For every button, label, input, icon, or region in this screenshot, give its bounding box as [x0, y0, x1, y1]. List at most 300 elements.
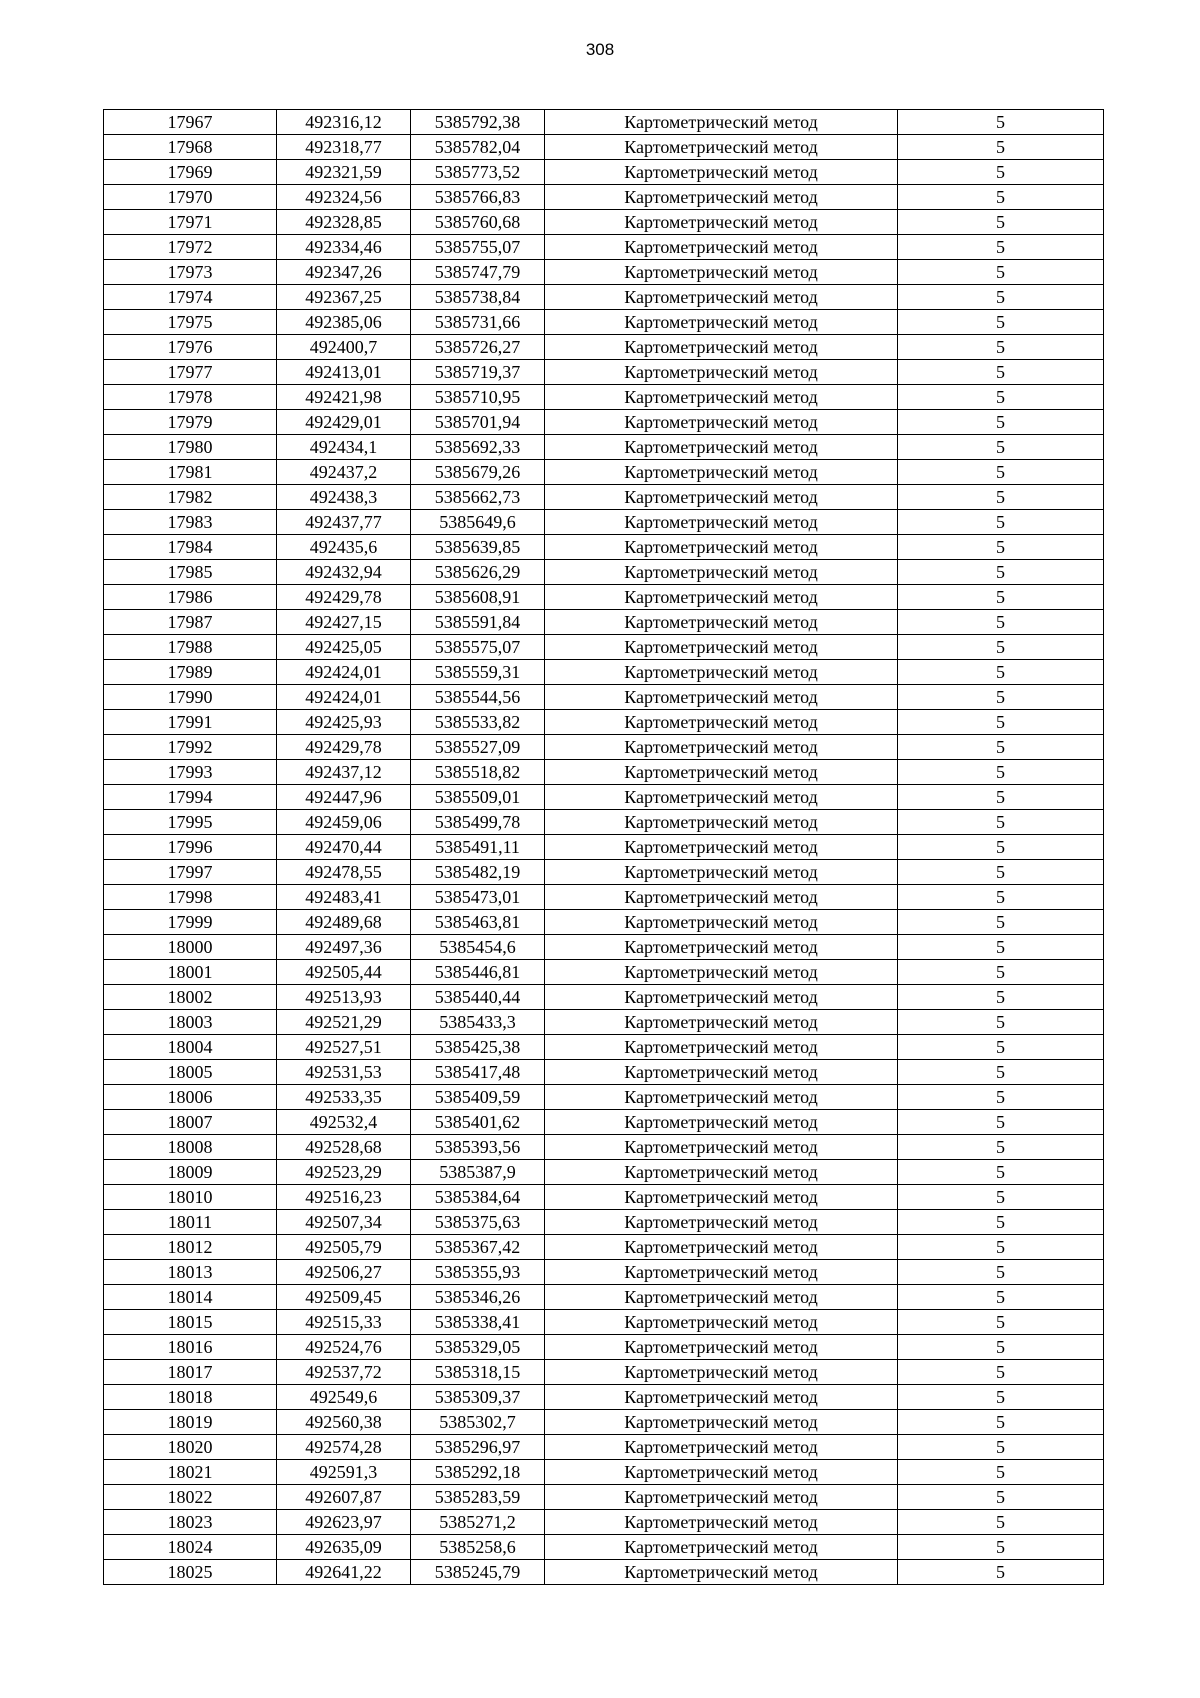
table-row [104, 935, 1104, 960]
x-coordinate-cell: 492385,06 [277, 310, 411, 335]
accuracy-cell: 5 [898, 1460, 1104, 1485]
accuracy-cell: 5 [898, 310, 1104, 335]
coordinates-table-body [104, 110, 1104, 1585]
y-coordinate-cell: 5385726,27 [411, 335, 545, 360]
x-coordinate-cell: 492367,25 [277, 285, 411, 310]
y-coordinate-cell: 5385747,79 [411, 260, 545, 285]
point-number-cell: 17985 [104, 560, 277, 585]
point-number-cell: 17970 [104, 185, 277, 210]
table-row [104, 1235, 1104, 1260]
point-number-cell: 17978 [104, 385, 277, 410]
table-row [104, 210, 1104, 235]
method-cell: Картометрический метод [545, 435, 898, 460]
y-coordinate-cell: 5385559,31 [411, 660, 545, 685]
table-row [104, 685, 1104, 710]
point-number-cell: 17971 [104, 210, 277, 235]
accuracy-cell: 5 [898, 1010, 1104, 1035]
accuracy-cell: 5 [898, 460, 1104, 485]
table-row [104, 360, 1104, 385]
x-coordinate-cell: 492521,29 [277, 1010, 411, 1035]
y-coordinate-cell: 5385346,26 [411, 1285, 545, 1310]
point-number-cell: 17982 [104, 485, 277, 510]
accuracy-cell: 5 [898, 1560, 1104, 1585]
method-cell: Картометрический метод [545, 110, 898, 135]
table-row [104, 610, 1104, 635]
table-row [104, 1210, 1104, 1235]
x-coordinate-cell: 492528,68 [277, 1135, 411, 1160]
x-coordinate-cell: 492524,76 [277, 1335, 411, 1360]
method-cell: Картометрический метод [545, 185, 898, 210]
x-coordinate-cell: 492421,98 [277, 385, 411, 410]
point-number-cell: 18017 [104, 1360, 277, 1385]
x-coordinate-cell: 492438,3 [277, 485, 411, 510]
page-number: 308 [585, 40, 615, 59]
y-coordinate-cell: 5385463,81 [411, 910, 545, 935]
point-number-cell: 18003 [104, 1010, 277, 1035]
point-number-cell: 17998 [104, 885, 277, 910]
point-number-cell: 17990 [104, 685, 277, 710]
y-coordinate-cell: 5385491,11 [411, 835, 545, 860]
method-cell: Картометрический метод [545, 685, 898, 710]
x-coordinate-cell: 492531,53 [277, 1060, 411, 1085]
point-number-cell: 18015 [104, 1310, 277, 1335]
x-coordinate-cell: 492505,44 [277, 960, 411, 985]
y-coordinate-cell: 5385367,42 [411, 1235, 545, 1260]
x-coordinate-cell: 492334,46 [277, 235, 411, 260]
accuracy-cell: 5 [898, 1060, 1104, 1085]
table-row [104, 260, 1104, 285]
method-cell: Картометрический метод [545, 285, 898, 310]
accuracy-cell: 5 [898, 485, 1104, 510]
method-cell: Картометрический метод [545, 1410, 898, 1435]
point-number-cell: 17999 [104, 910, 277, 935]
x-coordinate-cell: 492532,4 [277, 1110, 411, 1135]
point-number-cell: 17975 [104, 310, 277, 335]
point-number-cell: 17976 [104, 335, 277, 360]
accuracy-cell: 5 [898, 560, 1104, 585]
accuracy-cell: 5 [898, 1135, 1104, 1160]
accuracy-cell: 5 [898, 385, 1104, 410]
y-coordinate-cell: 5385760,68 [411, 210, 545, 235]
point-number-cell: 18012 [104, 1235, 277, 1260]
point-number-cell: 17968 [104, 135, 277, 160]
method-cell: Картометрический метод [545, 1260, 898, 1285]
point-number-cell: 17986 [104, 585, 277, 610]
table-row [104, 110, 1104, 135]
table-row [104, 1485, 1104, 1510]
y-coordinate-cell: 5385338,41 [411, 1310, 545, 1335]
method-cell: Картометрический метод [545, 1060, 898, 1085]
x-coordinate-cell: 492537,72 [277, 1360, 411, 1385]
method-cell: Картометрический метод [545, 1360, 898, 1385]
y-coordinate-cell: 5385309,37 [411, 1385, 545, 1410]
accuracy-cell: 5 [898, 960, 1104, 985]
accuracy-cell: 5 [898, 585, 1104, 610]
y-coordinate-cell: 5385755,07 [411, 235, 545, 260]
y-coordinate-cell: 5385499,78 [411, 810, 545, 835]
x-coordinate-cell: 492459,06 [277, 810, 411, 835]
table-row [104, 510, 1104, 535]
point-number-cell: 18019 [104, 1410, 277, 1435]
point-number-cell: 18008 [104, 1135, 277, 1160]
point-number-cell: 18022 [104, 1485, 277, 1510]
x-coordinate-cell: 492478,55 [277, 860, 411, 885]
x-coordinate-cell: 492641,22 [277, 1560, 411, 1585]
point-number-cell: 18016 [104, 1335, 277, 1360]
method-cell: Картометрический метод [545, 710, 898, 735]
method-cell: Картометрический метод [545, 1110, 898, 1135]
table-row [104, 885, 1104, 910]
x-coordinate-cell: 492437,77 [277, 510, 411, 535]
point-number-cell: 18023 [104, 1510, 277, 1535]
y-coordinate-cell: 5385245,79 [411, 1560, 545, 1585]
accuracy-cell: 5 [898, 235, 1104, 260]
table-row [104, 1360, 1104, 1385]
method-cell: Картометрический метод [545, 510, 898, 535]
accuracy-cell: 5 [898, 110, 1104, 135]
x-coordinate-cell: 492347,26 [277, 260, 411, 285]
x-coordinate-cell: 492623,97 [277, 1510, 411, 1535]
x-coordinate-cell: 492434,1 [277, 435, 411, 460]
table-row [104, 535, 1104, 560]
accuracy-cell: 5 [898, 1210, 1104, 1235]
table-row [104, 1460, 1104, 1485]
point-number-cell: 18001 [104, 960, 277, 985]
point-number-cell: 18007 [104, 1110, 277, 1135]
y-coordinate-cell: 5385591,84 [411, 610, 545, 635]
method-cell: Картометрический метод [545, 985, 898, 1010]
method-cell: Картометрический метод [545, 135, 898, 160]
method-cell: Картометрический метод [545, 385, 898, 410]
point-number-cell: 17987 [104, 610, 277, 635]
x-coordinate-cell: 492470,44 [277, 835, 411, 860]
table-row [104, 1510, 1104, 1535]
table-row [104, 1160, 1104, 1185]
table-row [104, 1035, 1104, 1060]
table-row [104, 160, 1104, 185]
y-coordinate-cell: 5385446,81 [411, 960, 545, 985]
method-cell: Картометрический метод [545, 1235, 898, 1260]
accuracy-cell: 5 [898, 985, 1104, 1010]
point-number-cell: 17991 [104, 710, 277, 735]
y-coordinate-cell: 5385662,73 [411, 485, 545, 510]
table-row [104, 185, 1104, 210]
table-row [104, 760, 1104, 785]
table-row [104, 1285, 1104, 1310]
method-cell: Картометрический метод [545, 1560, 898, 1585]
y-coordinate-cell: 5385425,38 [411, 1035, 545, 1060]
accuracy-cell: 5 [898, 1535, 1104, 1560]
accuracy-cell: 5 [898, 785, 1104, 810]
accuracy-cell: 5 [898, 860, 1104, 885]
x-coordinate-cell: 492424,01 [277, 660, 411, 685]
method-cell: Картометрический метод [545, 885, 898, 910]
y-coordinate-cell: 5385792,38 [411, 110, 545, 135]
method-cell: Картометрический метод [545, 1010, 898, 1035]
point-number-cell: 17996 [104, 835, 277, 860]
accuracy-cell: 5 [898, 835, 1104, 860]
x-coordinate-cell: 492413,01 [277, 360, 411, 385]
coordinates-table [103, 109, 1104, 1585]
accuracy-cell: 5 [898, 135, 1104, 160]
point-number-cell: 17979 [104, 410, 277, 435]
point-number-cell: 18021 [104, 1460, 277, 1485]
y-coordinate-cell: 5385384,64 [411, 1185, 545, 1210]
x-coordinate-cell: 492432,94 [277, 560, 411, 585]
point-number-cell: 18000 [104, 935, 277, 960]
point-number-cell: 18006 [104, 1085, 277, 1110]
y-coordinate-cell: 5385575,07 [411, 635, 545, 660]
point-number-cell: 18009 [104, 1160, 277, 1185]
x-coordinate-cell: 492437,2 [277, 460, 411, 485]
accuracy-cell: 5 [898, 1285, 1104, 1310]
x-coordinate-cell: 492425,05 [277, 635, 411, 660]
accuracy-cell: 5 [898, 1160, 1104, 1185]
table-row [104, 635, 1104, 660]
table-row [104, 1010, 1104, 1035]
accuracy-cell: 5 [898, 210, 1104, 235]
x-coordinate-cell: 492549,6 [277, 1385, 411, 1410]
point-number-cell: 18010 [104, 1185, 277, 1210]
point-number-cell: 17967 [104, 110, 277, 135]
y-coordinate-cell: 5385509,01 [411, 785, 545, 810]
y-coordinate-cell: 5385454,6 [411, 935, 545, 960]
x-coordinate-cell: 492424,01 [277, 685, 411, 710]
method-cell: Картометрический метод [545, 560, 898, 585]
y-coordinate-cell: 5385401,62 [411, 1110, 545, 1135]
y-coordinate-cell: 5385329,05 [411, 1335, 545, 1360]
method-cell: Картометрический метод [545, 1535, 898, 1560]
point-number-cell: 17993 [104, 760, 277, 785]
x-coordinate-cell: 492515,33 [277, 1310, 411, 1335]
accuracy-cell: 5 [898, 1185, 1104, 1210]
accuracy-cell: 5 [898, 910, 1104, 935]
table-row [104, 385, 1104, 410]
method-cell: Картометрический метод [545, 485, 898, 510]
y-coordinate-cell: 5385544,56 [411, 685, 545, 710]
x-coordinate-cell: 492429,78 [277, 735, 411, 760]
y-coordinate-cell: 5385393,56 [411, 1135, 545, 1160]
table-row [104, 1410, 1104, 1435]
y-coordinate-cell: 5385409,59 [411, 1085, 545, 1110]
x-coordinate-cell: 492527,51 [277, 1035, 411, 1060]
table-row [104, 1535, 1104, 1560]
y-coordinate-cell: 5385533,82 [411, 710, 545, 735]
x-coordinate-cell: 492318,77 [277, 135, 411, 160]
y-coordinate-cell: 5385296,97 [411, 1435, 545, 1460]
accuracy-cell: 5 [898, 810, 1104, 835]
method-cell: Картометрический метод [545, 1160, 898, 1185]
table-row [104, 985, 1104, 1010]
point-number-cell: 17988 [104, 635, 277, 660]
table-row [104, 585, 1104, 610]
y-coordinate-cell: 5385719,37 [411, 360, 545, 385]
x-coordinate-cell: 492447,96 [277, 785, 411, 810]
accuracy-cell: 5 [898, 760, 1104, 785]
y-coordinate-cell: 5385649,6 [411, 510, 545, 535]
method-cell: Картометрический метод [545, 1210, 898, 1235]
y-coordinate-cell: 5385433,3 [411, 1010, 545, 1035]
accuracy-cell: 5 [898, 1360, 1104, 1385]
x-coordinate-cell: 492635,09 [277, 1535, 411, 1560]
method-cell: Картометрический метод [545, 1185, 898, 1210]
x-coordinate-cell: 492328,85 [277, 210, 411, 235]
table-row [104, 485, 1104, 510]
table-row [104, 735, 1104, 760]
accuracy-cell: 5 [898, 1035, 1104, 1060]
point-number-cell: 17984 [104, 535, 277, 560]
point-number-cell: 18020 [104, 1435, 277, 1460]
y-coordinate-cell: 5385731,66 [411, 310, 545, 335]
method-cell: Картометрический метод [545, 410, 898, 435]
method-cell: Картометрический метод [545, 1435, 898, 1460]
table-row [104, 1310, 1104, 1335]
x-coordinate-cell: 492607,87 [277, 1485, 411, 1510]
point-number-cell: 18018 [104, 1385, 277, 1410]
method-cell: Картометрический метод [545, 860, 898, 885]
point-number-cell: 17992 [104, 735, 277, 760]
accuracy-cell: 5 [898, 1085, 1104, 1110]
accuracy-cell: 5 [898, 185, 1104, 210]
method-cell: Картометрический метод [545, 585, 898, 610]
method-cell: Картометрический метод [545, 210, 898, 235]
method-cell: Картометрический метод [545, 835, 898, 860]
table-row [104, 285, 1104, 310]
method-cell: Картометрический метод [545, 760, 898, 785]
x-coordinate-cell: 492513,93 [277, 985, 411, 1010]
method-cell: Картометрический метод [545, 935, 898, 960]
x-coordinate-cell: 492316,12 [277, 110, 411, 135]
accuracy-cell: 5 [898, 1510, 1104, 1535]
x-coordinate-cell: 492435,6 [277, 535, 411, 560]
x-coordinate-cell: 492516,23 [277, 1185, 411, 1210]
method-cell: Картометрический метод [545, 610, 898, 635]
method-cell: Картометрический метод [545, 535, 898, 560]
table-row [104, 835, 1104, 860]
point-number-cell: 18002 [104, 985, 277, 1010]
x-coordinate-cell: 492507,34 [277, 1210, 411, 1235]
accuracy-cell: 5 [898, 735, 1104, 760]
accuracy-cell: 5 [898, 710, 1104, 735]
point-number-cell: 17995 [104, 810, 277, 835]
method-cell: Картометрический метод [545, 360, 898, 385]
method-cell: Картометрический метод [545, 160, 898, 185]
method-cell: Картометрический метод [545, 1310, 898, 1335]
accuracy-cell: 5 [898, 260, 1104, 285]
method-cell: Картометрический метод [545, 960, 898, 985]
accuracy-cell: 5 [898, 410, 1104, 435]
method-cell: Картометрический метод [545, 260, 898, 285]
method-cell: Картометрический метод [545, 1285, 898, 1310]
method-cell: Картометрический метод [545, 1085, 898, 1110]
accuracy-cell: 5 [898, 285, 1104, 310]
table-row [104, 910, 1104, 935]
y-coordinate-cell: 5385766,83 [411, 185, 545, 210]
table-row [104, 435, 1104, 460]
table-row [104, 1435, 1104, 1460]
accuracy-cell: 5 [898, 635, 1104, 660]
y-coordinate-cell: 5385626,29 [411, 560, 545, 585]
y-coordinate-cell: 5385773,52 [411, 160, 545, 185]
x-coordinate-cell: 492427,15 [277, 610, 411, 635]
accuracy-cell: 5 [898, 535, 1104, 560]
y-coordinate-cell: 5385417,48 [411, 1060, 545, 1085]
accuracy-cell: 5 [898, 1235, 1104, 1260]
table-row [104, 1335, 1104, 1360]
table-row [104, 135, 1104, 160]
x-coordinate-cell: 492425,93 [277, 710, 411, 735]
x-coordinate-cell: 492506,27 [277, 1260, 411, 1285]
x-coordinate-cell: 492560,38 [277, 1410, 411, 1435]
y-coordinate-cell: 5385355,93 [411, 1260, 545, 1285]
point-number-cell: 17969 [104, 160, 277, 185]
method-cell: Картометрический метод [545, 1510, 898, 1535]
method-cell: Картометрический метод [545, 1385, 898, 1410]
method-cell: Картометрический метод [545, 460, 898, 485]
table-row [104, 1085, 1104, 1110]
table-row [104, 1185, 1104, 1210]
accuracy-cell: 5 [898, 1410, 1104, 1435]
method-cell: Картометрический метод [545, 735, 898, 760]
x-coordinate-cell: 492324,56 [277, 185, 411, 210]
y-coordinate-cell: 5385387,9 [411, 1160, 545, 1185]
method-cell: Картометрический метод [545, 1485, 898, 1510]
table-row [104, 710, 1104, 735]
table-row [104, 460, 1104, 485]
table-row [104, 335, 1104, 360]
point-number-cell: 17994 [104, 785, 277, 810]
point-number-cell: 18025 [104, 1560, 277, 1585]
y-coordinate-cell: 5385527,09 [411, 735, 545, 760]
accuracy-cell: 5 [898, 1385, 1104, 1410]
table-row [104, 1060, 1104, 1085]
accuracy-cell: 5 [898, 1310, 1104, 1335]
table-row [104, 785, 1104, 810]
accuracy-cell: 5 [898, 1435, 1104, 1460]
method-cell: Картометрический метод [545, 235, 898, 260]
method-cell: Картометрический метод [545, 1460, 898, 1485]
accuracy-cell: 5 [898, 360, 1104, 385]
x-coordinate-cell: 492483,41 [277, 885, 411, 910]
y-coordinate-cell: 5385701,94 [411, 410, 545, 435]
table-row [104, 1135, 1104, 1160]
method-cell: Картометрический метод [545, 1335, 898, 1360]
point-number-cell: 17973 [104, 260, 277, 285]
point-number-cell: 17983 [104, 510, 277, 535]
y-coordinate-cell: 5385258,6 [411, 1535, 545, 1560]
point-number-cell: 17997 [104, 860, 277, 885]
accuracy-cell: 5 [898, 885, 1104, 910]
table-row [104, 660, 1104, 685]
y-coordinate-cell: 5385318,15 [411, 1360, 545, 1385]
accuracy-cell: 5 [898, 1110, 1104, 1135]
y-coordinate-cell: 5385473,01 [411, 885, 545, 910]
table-row [104, 310, 1104, 335]
y-coordinate-cell: 5385292,18 [411, 1460, 545, 1485]
method-cell: Картометрический метод [545, 1035, 898, 1060]
method-cell: Картометрический метод [545, 810, 898, 835]
x-coordinate-cell: 492533,35 [277, 1085, 411, 1110]
x-coordinate-cell: 492400,7 [277, 335, 411, 360]
table-row [104, 860, 1104, 885]
point-number-cell: 17974 [104, 285, 277, 310]
y-coordinate-cell: 5385271,2 [411, 1510, 545, 1535]
y-coordinate-cell: 5385302,7 [411, 1410, 545, 1435]
accuracy-cell: 5 [898, 935, 1104, 960]
method-cell: Картометрический метод [545, 310, 898, 335]
accuracy-cell: 5 [898, 1485, 1104, 1510]
table-row [104, 235, 1104, 260]
